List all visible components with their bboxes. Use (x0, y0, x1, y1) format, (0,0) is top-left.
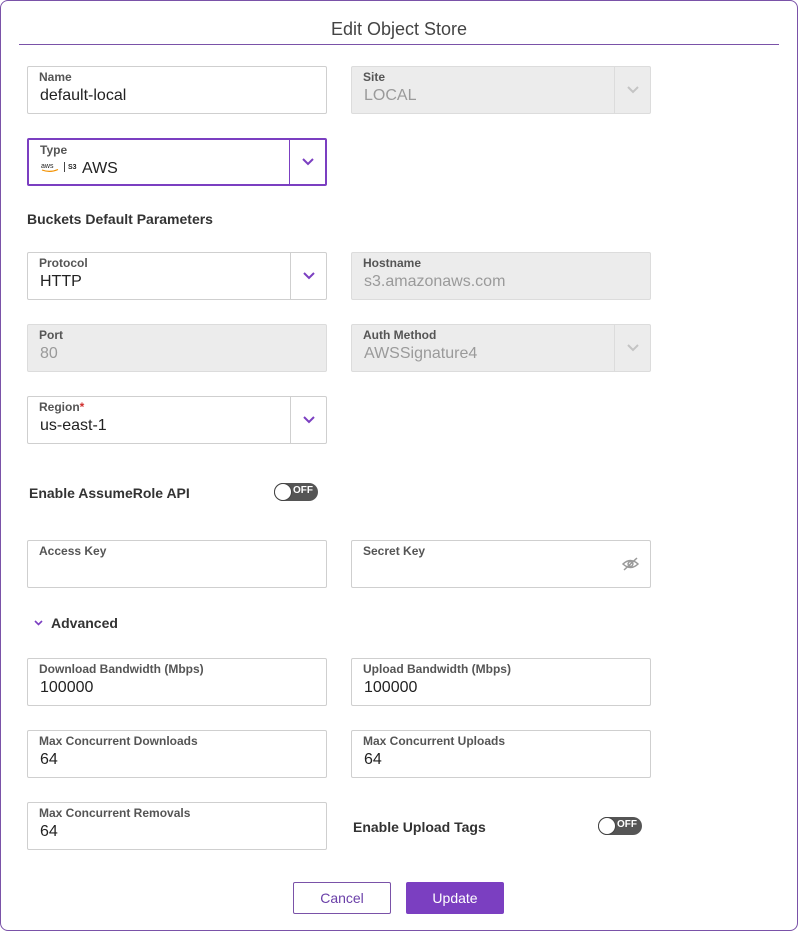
s3-logo-text: S3 (68, 163, 77, 171)
toggle-knob (275, 484, 291, 500)
upload-bandwidth-field[interactable] (351, 658, 651, 706)
auth-method-label: Auth Method (363, 328, 437, 342)
max-concurrent-downloads-value: 64 (40, 751, 58, 768)
protocol-select[interactable] (27, 252, 327, 300)
chevron-down-icon (614, 67, 650, 113)
cancel-button[interactable]: Cancel (293, 882, 391, 914)
chevron-down-icon (34, 620, 43, 626)
download-bandwidth-value: 100000 (40, 679, 94, 696)
logo-divider (64, 162, 65, 172)
name-value: default-local (40, 87, 127, 104)
site-label: Site (363, 70, 386, 84)
max-concurrent-removals-label: Max Concurrent Removals (39, 806, 191, 820)
name-label: Name (39, 70, 72, 84)
auth-method-select (351, 324, 651, 372)
download-bandwidth-field[interactable] (27, 658, 327, 706)
chevron-down-icon (614, 325, 650, 371)
toggle-knob (599, 818, 615, 834)
region-label-text: Region (39, 400, 80, 414)
max-concurrent-downloads-field[interactable] (27, 730, 327, 778)
region-value: us-east-1 (40, 417, 107, 434)
secret-key-label: Secret Key (363, 544, 426, 558)
toggle-state: OFF (293, 485, 313, 496)
site-select (351, 66, 651, 114)
download-bandwidth-label: Download Bandwidth (Mbps) (39, 662, 204, 676)
type-label: Type (40, 143, 68, 157)
region-label (39, 400, 84, 414)
upload-bandwidth-value: 100000 (364, 679, 418, 696)
required-mark: * (79, 400, 85, 414)
max-concurrent-uploads-label: Max Concurrent Uploads (363, 734, 506, 748)
dialog-title: Edit Object Store (330, 19, 468, 39)
hostname-value: s3.amazonaws.com (364, 273, 506, 290)
chevron-down-icon[interactable] (289, 140, 325, 184)
protocol-value: HTTP (40, 273, 82, 290)
upload-tags-toggle[interactable] (598, 817, 642, 835)
buckets-default-heading: Buckets Default Parameters (27, 211, 213, 227)
access-key-field[interactable] (27, 540, 327, 588)
hostname-label: Hostname (363, 256, 422, 270)
aws-s3-logo-icon (41, 161, 77, 173)
assume-role-label: Enable AssumeRole API (29, 485, 190, 501)
type-select[interactable] (27, 138, 327, 186)
port-field (27, 324, 327, 372)
chevron-down-icon[interactable] (290, 397, 326, 443)
update-button[interactable]: Update (406, 882, 504, 914)
auth-method-value: AWSSignature4 (364, 345, 478, 362)
max-concurrent-uploads-value: 64 (364, 751, 382, 768)
assume-role-toggle[interactable] (274, 483, 318, 501)
chevron-down-icon[interactable] (290, 253, 326, 299)
max-concurrent-removals-value: 64 (40, 823, 58, 840)
port-value: 80 (40, 345, 58, 362)
title-divider (19, 44, 779, 45)
hostname-field (351, 252, 651, 300)
max-concurrent-removals-field[interactable] (27, 802, 327, 850)
max-concurrent-downloads-label: Max Concurrent Downloads (39, 734, 198, 748)
toggle-state: OFF (617, 819, 637, 830)
site-value: LOCAL (364, 87, 417, 104)
access-key-label: Access Key (39, 544, 107, 558)
port-label: Port (39, 328, 63, 342)
region-select[interactable] (27, 396, 327, 444)
svg-text:aws: aws (41, 163, 54, 170)
type-value: AWS (82, 160, 118, 177)
secret-key-field[interactable] (351, 540, 651, 588)
advanced-label: Advanced (51, 615, 118, 631)
upload-tags-label: Enable Upload Tags (353, 819, 486, 835)
eye-off-icon[interactable] (622, 557, 639, 576)
protocol-label: Protocol (39, 256, 88, 270)
advanced-toggle[interactable] (34, 615, 118, 631)
upload-bandwidth-label: Upload Bandwidth (Mbps) (363, 662, 511, 676)
max-concurrent-uploads-field[interactable] (351, 730, 651, 778)
name-field[interactable] (27, 66, 327, 114)
